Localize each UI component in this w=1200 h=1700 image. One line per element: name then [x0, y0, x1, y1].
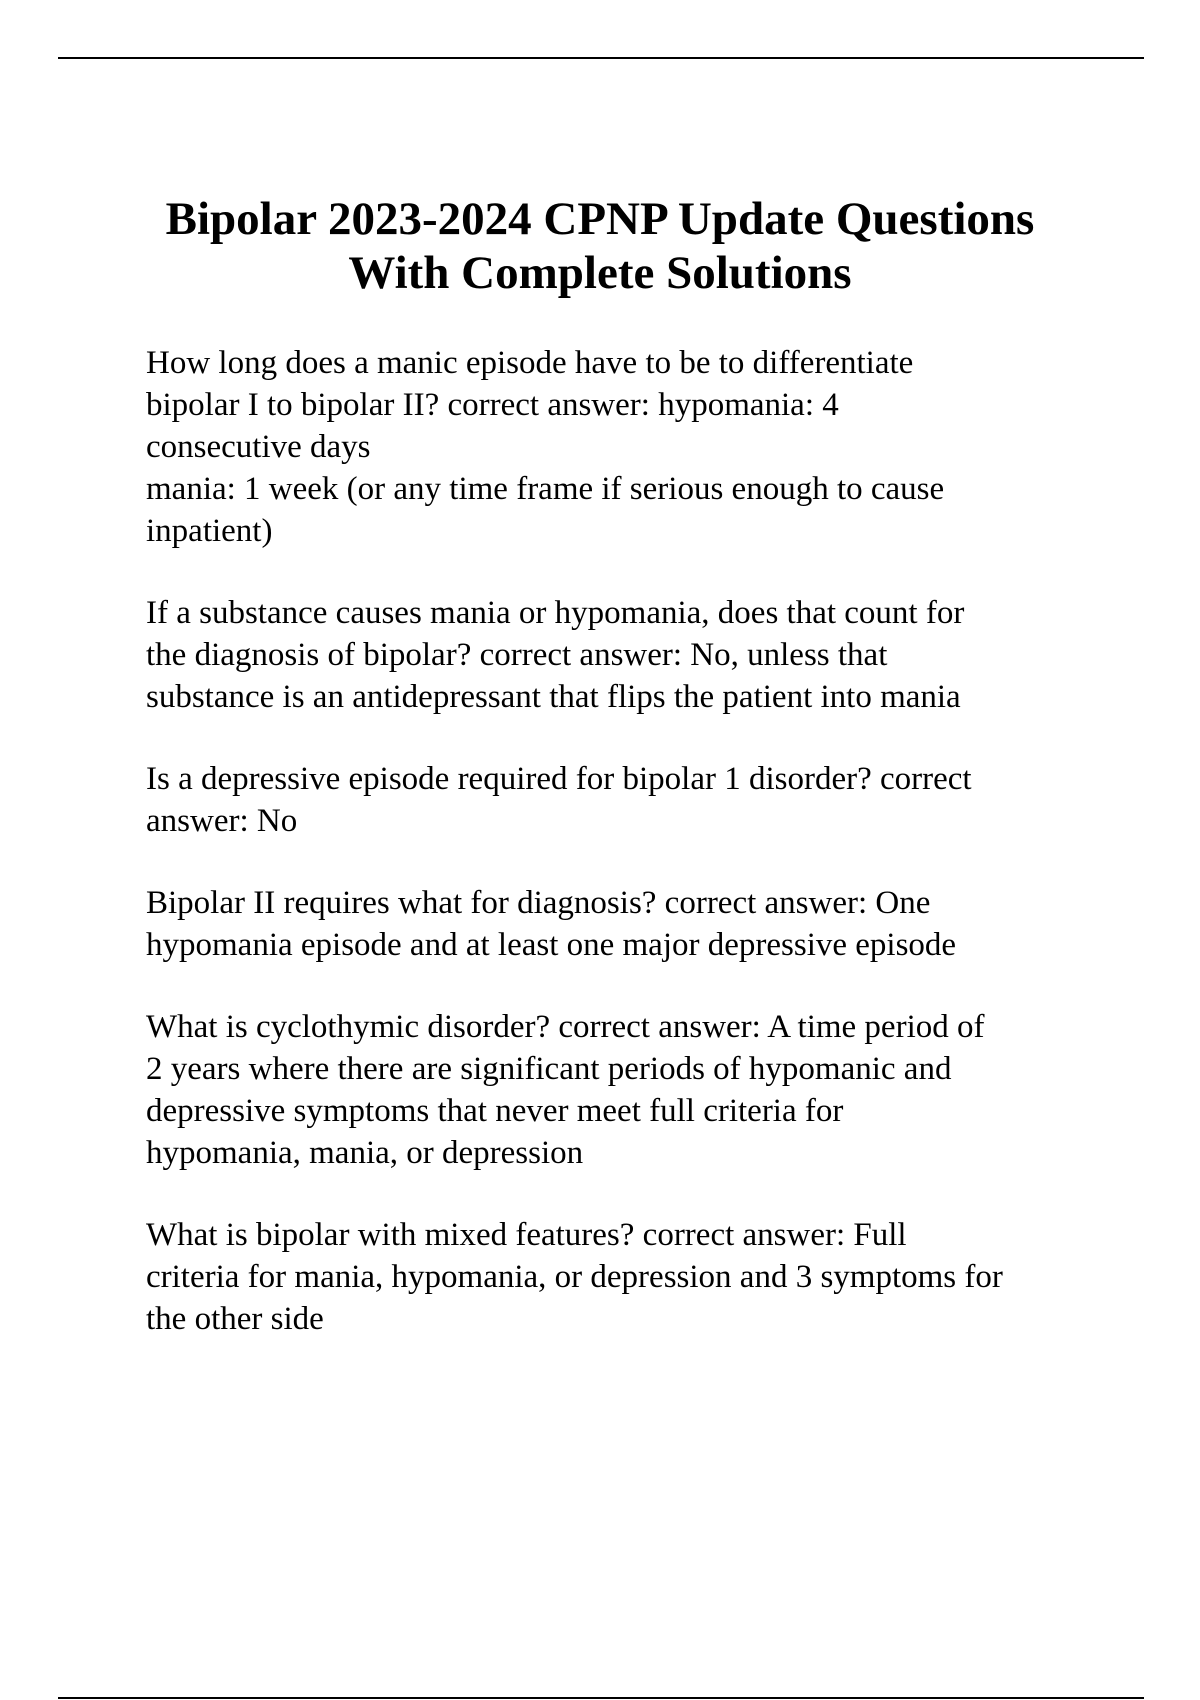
qa-line: answer: No	[146, 803, 298, 839]
qa-line: hypomania, mania, or depression	[146, 1135, 584, 1171]
document-title	[0, 192, 1200, 300]
qa-line: mania: 1 week (or any time frame if serious enough to cause	[146, 471, 945, 507]
qa-item-mixed-features	[146, 1214, 1106, 1340]
qa-line: consecutive days	[146, 429, 371, 465]
qa-line: depressive symptoms that never meet full criteria for	[146, 1093, 844, 1129]
qa-line: What is cyclothymic disorder? correct answer: A time period of	[146, 1009, 985, 1045]
qa-item-bipolar-ii	[146, 882, 1106, 966]
qa-line: hypomania episode and at least one major depressive episode	[146, 927, 957, 963]
qa-item-substance-mania	[146, 592, 1106, 718]
qa-line: bipolar I to bipolar II? correct answer: hypomania: 4	[146, 387, 839, 423]
qa-line: Bipolar II requires what for diagnosis? correct answer: One	[146, 885, 931, 921]
qa-line: Is a depressive episode required for bipolar 1 disorder? correct	[146, 761, 972, 797]
qa-item-depressive-required	[146, 758, 1106, 842]
qa-line: the diagnosis of bipolar? correct answer: No, unless that	[146, 637, 888, 673]
qa-line: inpatient)	[146, 513, 273, 549]
qa-line: What is bipolar with mixed features? correct answer: Full	[146, 1217, 907, 1253]
bottom-divider	[58, 1697, 1144, 1699]
top-divider	[58, 57, 1144, 59]
qa-line: criteria for mania, hypomania, or depression and 3 symptoms for	[146, 1259, 1003, 1295]
qa-item-cyclothymic	[146, 1006, 1106, 1174]
title-line-2: With Complete Solutions	[348, 247, 852, 299]
qa-line: 2 years where there are significant periods of hypomanic and	[146, 1051, 952, 1087]
title-line-1: Bipolar 2023-2024 CPNP Update Questions	[165, 193, 1035, 245]
qa-line: the other side	[146, 1301, 324, 1337]
qa-item-manic-duration	[146, 342, 1106, 552]
qa-line: If a substance causes mania or hypomania, does that count for	[146, 595, 965, 631]
qa-line: How long does a manic episode have to be to differentiate	[146, 345, 914, 381]
qa-line: substance is an antidepressant that flips the patient into mania	[146, 679, 961, 715]
qa-list	[146, 342, 1106, 1380]
